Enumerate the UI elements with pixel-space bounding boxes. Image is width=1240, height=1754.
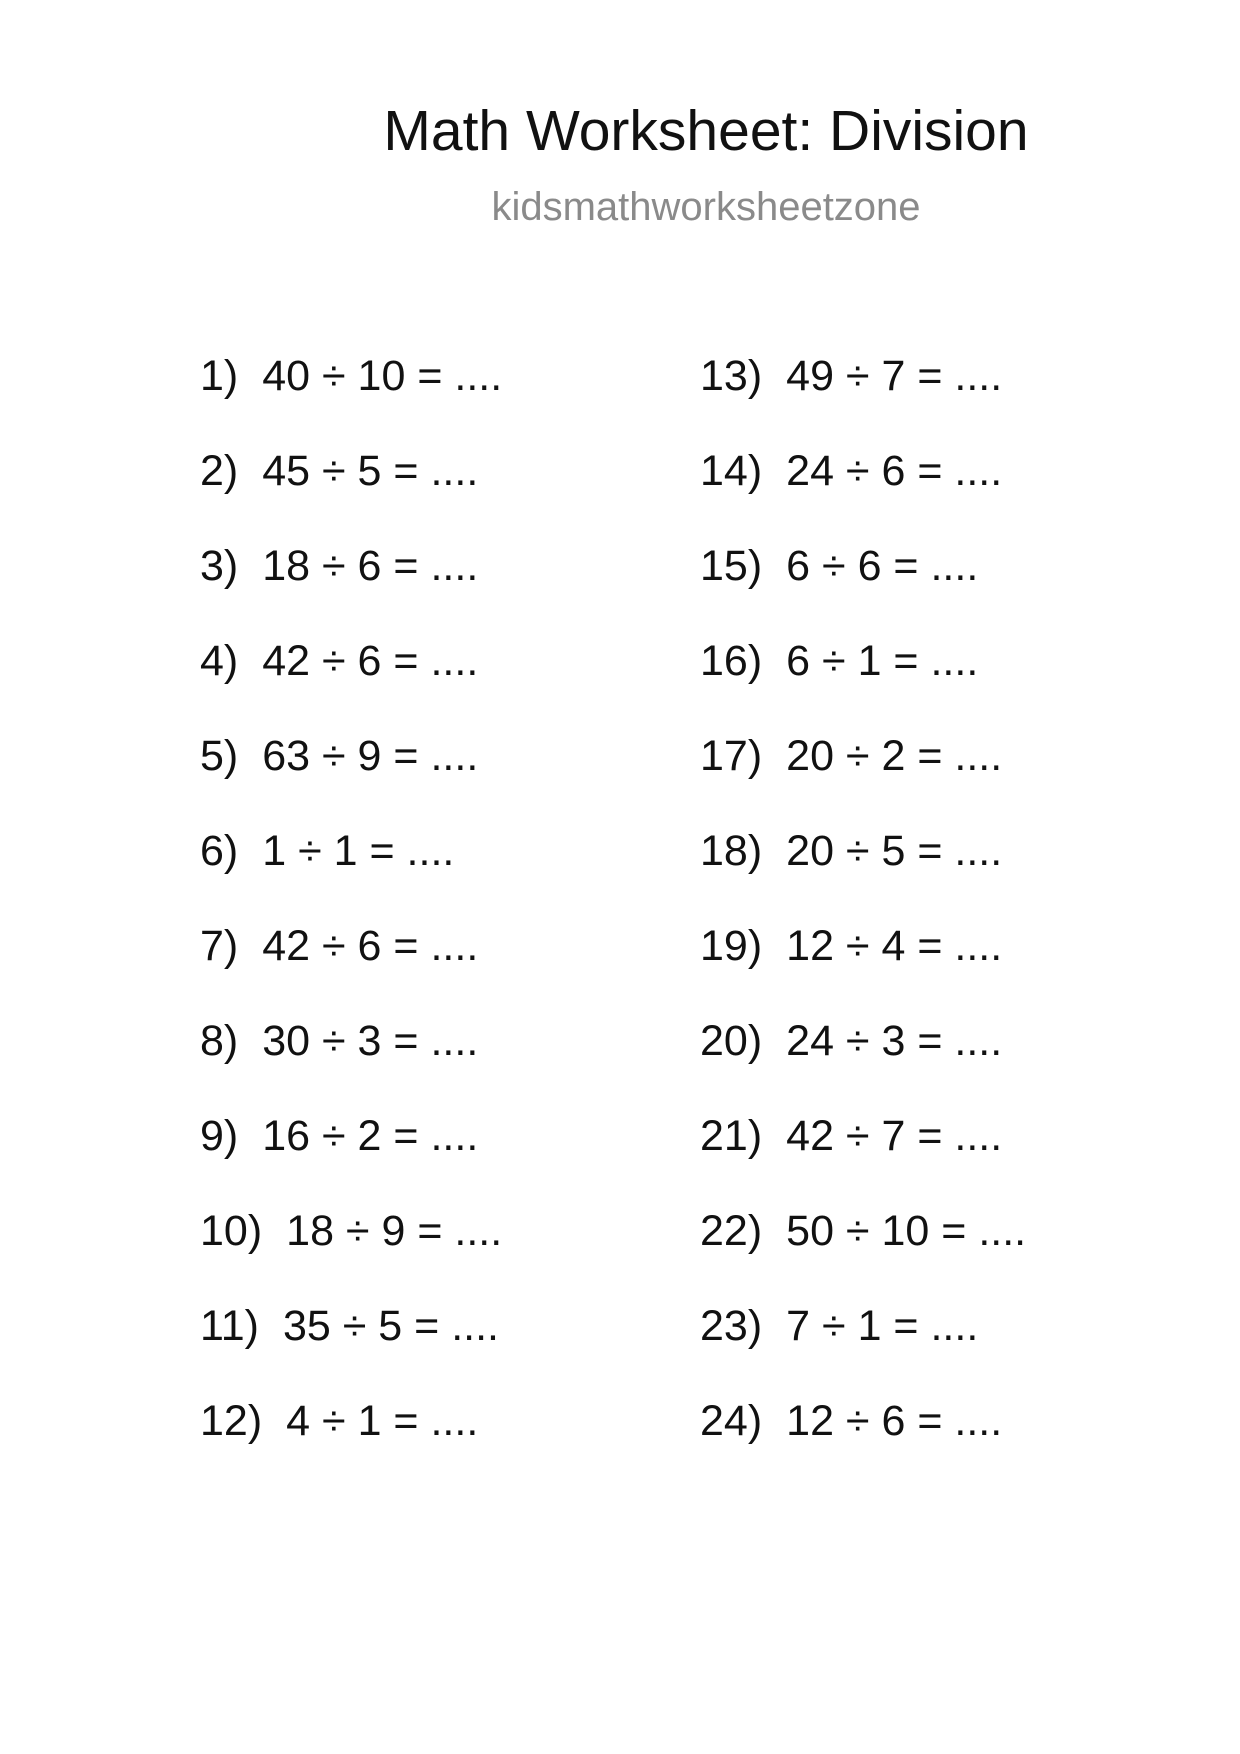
problem-number: 12) xyxy=(200,1397,263,1445)
problem-item xyxy=(200,536,502,631)
problem-item xyxy=(200,346,502,441)
problem-expression: 45 ÷ 5 = .... xyxy=(262,447,479,495)
problem-expression: 40 ÷ 10 = .... xyxy=(262,352,503,400)
problem-expression: 50 ÷ 10 = .... xyxy=(786,1207,1027,1255)
page-subtitle: kidsmathworksheetzone xyxy=(491,185,921,229)
problem-expression: 6 ÷ 1 = .... xyxy=(786,637,979,685)
problem-expression: 42 ÷ 6 = .... xyxy=(262,637,479,685)
problem-number: 1) xyxy=(200,352,239,400)
problem-item xyxy=(700,1011,1026,1106)
problem-expression: 35 ÷ 5 = .... xyxy=(282,1302,499,1350)
problem-number: 20) xyxy=(700,1017,763,1065)
problem-number: 7) xyxy=(200,922,239,970)
problem-item xyxy=(200,631,502,726)
problem-number: 3) xyxy=(200,542,239,590)
problem-expression: 42 ÷ 6 = .... xyxy=(262,922,479,970)
problem-expression: 49 ÷ 7 = .... xyxy=(786,352,1003,400)
problem-item xyxy=(200,1391,502,1486)
problem-number: 14) xyxy=(700,447,763,495)
problem-number: 22) xyxy=(700,1207,763,1255)
problem-item xyxy=(200,821,502,916)
problem-item xyxy=(200,441,502,536)
problem-expression: 6 ÷ 6 = .... xyxy=(786,542,979,590)
problem-item xyxy=(700,916,1026,1011)
problem-number: 2) xyxy=(200,447,239,495)
problem-item xyxy=(700,1201,1026,1296)
problem-item xyxy=(700,441,1026,536)
problems-right-column xyxy=(700,346,1026,1486)
problem-expression: 24 ÷ 6 = .... xyxy=(786,447,1003,495)
problem-item xyxy=(700,346,1026,441)
problem-number: 21) xyxy=(700,1112,763,1160)
problem-number: 19) xyxy=(700,922,763,970)
problem-number: 11) xyxy=(200,1302,259,1350)
problem-expression: 18 ÷ 6 = .... xyxy=(262,542,479,590)
problem-number: 16) xyxy=(700,637,763,685)
problem-expression: 30 ÷ 3 = .... xyxy=(262,1017,479,1065)
problem-number: 4) xyxy=(200,637,239,685)
problem-expression: 16 ÷ 2 = .... xyxy=(262,1112,479,1160)
problem-expression: 1 ÷ 1 = .... xyxy=(262,827,455,875)
problem-number: 24) xyxy=(700,1397,763,1445)
problems-left-column xyxy=(200,346,502,1486)
problem-item xyxy=(200,1296,502,1391)
problem-number: 10) xyxy=(200,1207,263,1255)
problem-item xyxy=(200,1011,502,1106)
problem-expression: 20 ÷ 5 = .... xyxy=(786,827,1003,875)
problem-number: 23) xyxy=(700,1302,763,1350)
problem-number: 18) xyxy=(700,827,763,875)
problem-item xyxy=(700,631,1026,726)
problem-expression: 42 ÷ 7 = .... xyxy=(786,1112,1003,1160)
problem-expression: 12 ÷ 4 = .... xyxy=(786,922,1003,970)
problem-item xyxy=(200,916,502,1011)
problem-number: 6) xyxy=(200,827,239,875)
problem-item xyxy=(700,821,1026,916)
problem-item xyxy=(200,726,502,821)
problem-item xyxy=(700,1296,1026,1391)
problem-number: 15) xyxy=(700,542,763,590)
problem-expression: 24 ÷ 3 = .... xyxy=(786,1017,1003,1065)
problem-item xyxy=(200,1106,502,1201)
problem-item xyxy=(700,536,1026,631)
problem-number: 8) xyxy=(200,1017,239,1065)
problem-expression: 18 ÷ 9 = .... xyxy=(286,1207,503,1255)
problem-expression: 20 ÷ 2 = .... xyxy=(786,732,1003,780)
problem-expression: 63 ÷ 9 = .... xyxy=(262,732,479,780)
page-title: Math Worksheet: Division xyxy=(383,99,1029,163)
problem-number: 5) xyxy=(200,732,239,780)
problem-expression: 12 ÷ 6 = .... xyxy=(786,1397,1003,1445)
problem-expression: 4 ÷ 1 = .... xyxy=(286,1397,479,1445)
problem-item xyxy=(700,1106,1026,1201)
problem-number: 17) xyxy=(700,732,763,780)
problem-item xyxy=(200,1201,502,1296)
problem-item xyxy=(700,726,1026,821)
problem-expression: 7 ÷ 1 = .... xyxy=(786,1302,979,1350)
problem-number: 9) xyxy=(200,1112,239,1160)
problem-number: 13) xyxy=(700,352,763,400)
problem-item xyxy=(700,1391,1026,1486)
